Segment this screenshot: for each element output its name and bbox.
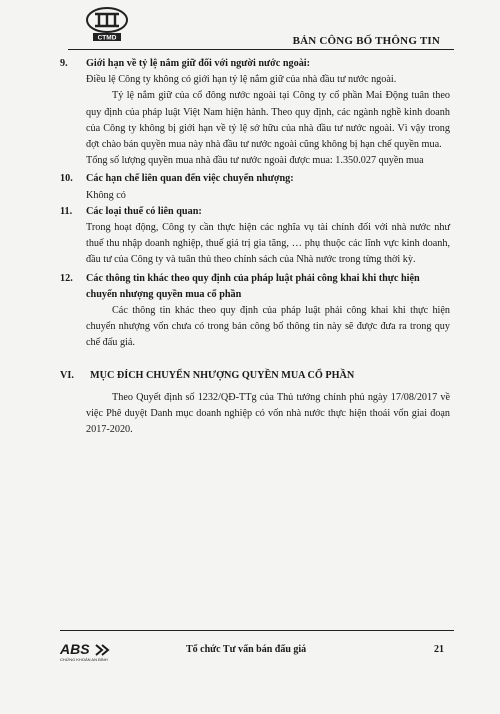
footer-text: Tổ chức Tư vấn bán đấu giá xyxy=(186,644,307,655)
svg-text:CHỨNG KHOÁN AN BÌNH: CHỨNG KHOÁN AN BÌNH xyxy=(60,657,108,662)
ctmd-logo xyxy=(85,6,129,44)
page-number: 21 xyxy=(434,644,444,655)
item-11-body: Trong hoạt động, Công ty cần thực hiện các nghĩa vụ tài chính đối với nhà nước như thuế thu nhập doanh nghiệp, thuế giá trị gia tăng, … phụ thuộc các lĩnh vực kinh doanh, đầu tư của Công ty và tuân thủ theo chính sách của Nhà nước trong từng thời kỳ. xyxy=(86,222,450,266)
main-content xyxy=(60,56,450,438)
abs-logo xyxy=(58,640,138,664)
item-9-body: Điều lệ Công ty không có giới hạn tỷ lệ nắm giữ của nhà đầu tư nước ngoài. Tỷ lệ nắm giữ của cổ đông nước ngoài tại Công ty cổ phần Mai Động tuân theo quy định của pháp luật Việt Nam hiện hành. Theo quy định, các ngành nghề kinh doanh của Công ty không bị giới hạn về tỷ lệ sở hữu của nhà đầu tư nước ngoài. Vì vậy trong đợt chào bán quyền mua này nhà đầu tư nước ngoài cũng không bị hạn chế quyền mua. Tổng số lượng quyền mua nhà đầu tư nước ngoài được mua: 1.350.027 quyền mua xyxy=(86,74,450,167)
item-10-heading: 10. Các hạn chế liên quan đến việc chuyển nhượng: xyxy=(60,173,294,185)
item-12-heading: 12. Các thông tin khác theo quy định của pháp luật phải công khai khi thực hiện chuyển nhượng quyền mua cổ phần xyxy=(60,272,420,300)
svg-text:ABS: ABS xyxy=(60,641,90,657)
footer-divider xyxy=(60,630,454,631)
item-11-heading: 11. Các loại thuế có liên quan: xyxy=(60,205,202,217)
header-divider xyxy=(68,49,454,50)
item-12-body: Các thông tin khác theo quy định của pháp luật phải công khai khi thực hiện chuyển nhượng vốn chưa có trong bản công bố thông tin này sẽ được đưa ra trong quy chế đấu giá. xyxy=(86,305,450,349)
section-vi-heading: VI. MỤC ĐÍCH CHUYỂN NHƯỢNG QUYỀN MUA CỔ PHẦN xyxy=(60,369,355,381)
item-9-heading: 9. Giới hạn về tỷ lệ nắm giữ đối với người nước ngoài: xyxy=(60,58,311,69)
item-10-body: Không có xyxy=(86,189,126,201)
header-title: BẢN CÔNG BỐ THÔNG TIN xyxy=(292,35,440,47)
section-vi-body: Theo Quyết định số 1232/QĐ-TTg của Thủ tướng chính phủ ngày 17/08/2017 về việc Phê duyệt Danh mục doanh nghiệp có vốn nhà nước thực hiện thoái vốn giai đoạn 2017-2020. xyxy=(86,391,450,436)
svg-text:CTMD: CTMD xyxy=(97,34,117,42)
